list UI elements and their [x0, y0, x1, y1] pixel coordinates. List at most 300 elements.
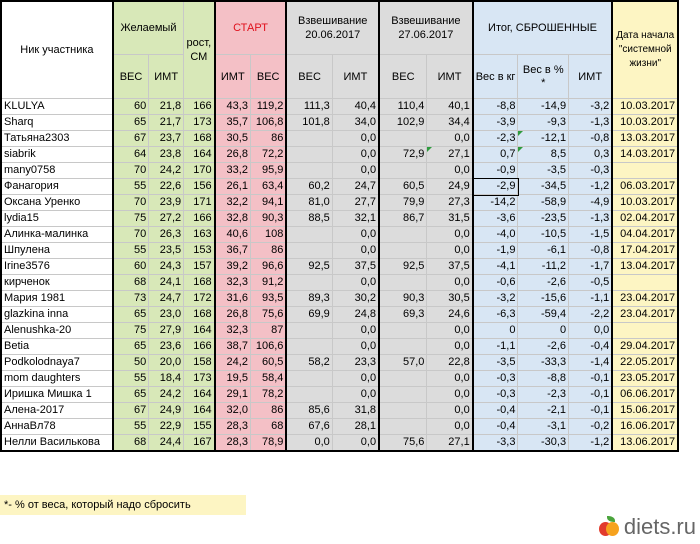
cell-result-kg[interactable]: -8,8: [473, 99, 518, 115]
cell-start-weight[interactable]: 91,2: [250, 275, 286, 291]
cell-start-bmi[interactable]: 38,7: [215, 339, 251, 355]
sub-weigh2-bmi[interactable]: ИМТ: [427, 55, 473, 99]
cell-weigh1-bmi[interactable]: 31,8: [332, 403, 379, 419]
cell-weigh1-bmi[interactable]: 28,1: [332, 419, 379, 435]
cell-desired-bmi[interactable]: 24,3: [149, 259, 184, 275]
cell-weigh2-weight[interactable]: 79,9: [379, 195, 427, 211]
cell-weigh2-weight[interactable]: [379, 419, 427, 435]
cell-weigh2-bmi[interactable]: 0,0: [427, 387, 473, 403]
cell-desired-bmi[interactable]: 27,9: [149, 323, 184, 339]
cell-weigh2-weight[interactable]: [379, 339, 427, 355]
cell-weigh1-bmi[interactable]: 0,0: [332, 243, 379, 259]
header-height[interactable]: рост, СМ: [184, 1, 215, 99]
cell-result-pct[interactable]: -3,5: [518, 163, 569, 179]
cell-name[interactable]: Irine3576: [1, 259, 113, 275]
cell-desired-bmi[interactable]: 18,4: [149, 371, 184, 387]
cell-weigh1-weight[interactable]: [286, 371, 332, 387]
cell-desired-bmi[interactable]: 21,7: [149, 115, 184, 131]
cell-start-bmi[interactable]: 19,5: [215, 371, 251, 387]
cell-height[interactable]: 173: [184, 115, 215, 131]
cell-start-weight[interactable]: 106,6: [250, 339, 286, 355]
cell-result-bmi[interactable]: -1,1: [569, 291, 613, 307]
cell-result-kg[interactable]: -3,2: [473, 291, 518, 307]
cell-desired-weight[interactable]: 68: [113, 275, 149, 291]
cell-weigh1-bmi[interactable]: 0,0: [332, 147, 379, 163]
cell-result-kg[interactable]: -1,9: [473, 243, 518, 259]
cell-desired-bmi[interactable]: 27,2: [149, 211, 184, 227]
cell-start-weight[interactable]: 72,2: [250, 147, 286, 163]
cell-desired-bmi[interactable]: 24,9: [149, 403, 184, 419]
cell-start-bmi[interactable]: 36,7: [215, 243, 251, 259]
cell-start-bmi[interactable]: 28,3: [215, 419, 251, 435]
cell-result-bmi[interactable]: -1,4: [569, 355, 613, 371]
cell-weigh2-bmi[interactable]: 0,0: [427, 371, 473, 387]
cell-result-pct[interactable]: -14,9: [518, 99, 569, 115]
cell-result-kg[interactable]: -0,4: [473, 419, 518, 435]
sub-weigh2-weight[interactable]: ВЕС: [379, 55, 427, 99]
cell-start-weight[interactable]: 95,9: [250, 163, 286, 179]
cell-weigh2-weight[interactable]: [379, 403, 427, 419]
cell-result-pct[interactable]: -9,3: [518, 115, 569, 131]
cell-start-date[interactable]: 29.04.2017: [612, 339, 678, 355]
cell-weigh1-bmi[interactable]: 32,1: [332, 211, 379, 227]
cell-weigh2-bmi[interactable]: 24,6: [427, 307, 473, 323]
cell-result-kg[interactable]: -0,3: [473, 387, 518, 403]
cell-result-pct[interactable]: 0: [518, 323, 569, 339]
cell-result-kg[interactable]: -3,3: [473, 435, 518, 452]
cell-start-date[interactable]: 16.06.2017: [612, 419, 678, 435]
cell-weigh2-bmi[interactable]: 37,5: [427, 259, 473, 275]
cell-weigh2-weight[interactable]: [379, 227, 427, 243]
cell-weigh1-bmi[interactable]: 0,0: [332, 371, 379, 387]
cell-result-kg[interactable]: -0,6: [473, 275, 518, 291]
cell-start-weight[interactable]: 108: [250, 227, 286, 243]
cell-result-pct[interactable]: -2,6: [518, 275, 569, 291]
cell-weigh1-weight[interactable]: 58,2: [286, 355, 332, 371]
cell-start-date[interactable]: 02.04.2017: [612, 211, 678, 227]
cell-desired-weight[interactable]: 55: [113, 419, 149, 435]
cell-desired-weight[interactable]: 55: [113, 179, 149, 195]
cell-height[interactable]: 164: [184, 323, 215, 339]
cell-result-bmi[interactable]: -0,2: [569, 419, 613, 435]
cell-start-date[interactable]: 13.06.2017: [612, 435, 678, 452]
cell-result-pct[interactable]: -12,1: [518, 131, 569, 147]
cell-start-weight[interactable]: 96,6: [250, 259, 286, 275]
cell-result-bmi[interactable]: -1,2: [569, 435, 613, 452]
cell-height[interactable]: 158: [184, 355, 215, 371]
cell-height[interactable]: 156: [184, 179, 215, 195]
cell-height[interactable]: 170: [184, 163, 215, 179]
cell-name[interactable]: Фанагория: [1, 179, 113, 195]
cell-weigh2-weight[interactable]: 72,9: [379, 147, 427, 163]
cell-start-bmi[interactable]: 32,3: [215, 323, 251, 339]
cell-desired-weight[interactable]: 75: [113, 211, 149, 227]
cell-desired-bmi[interactable]: 23,9: [149, 195, 184, 211]
cell-result-pct[interactable]: -3,1: [518, 419, 569, 435]
cell-desired-weight[interactable]: 75: [113, 323, 149, 339]
cell-result-pct[interactable]: -6,1: [518, 243, 569, 259]
cell-start-date[interactable]: 15.06.2017: [612, 403, 678, 419]
cell-desired-weight[interactable]: 73: [113, 291, 149, 307]
cell-height[interactable]: 166: [184, 99, 215, 115]
cell-desired-bmi[interactable]: 20,0: [149, 355, 184, 371]
cell-height[interactable]: 166: [184, 339, 215, 355]
cell-start-weight[interactable]: 86: [250, 243, 286, 259]
cell-weigh1-bmi[interactable]: 24,8: [332, 307, 379, 323]
cell-weigh1-bmi[interactable]: 0,0: [332, 275, 379, 291]
cell-start-date[interactable]: 13.03.2017: [612, 131, 678, 147]
cell-height[interactable]: 163: [184, 227, 215, 243]
cell-weigh2-bmi[interactable]: 27,1: [427, 147, 473, 163]
sub-result-kg[interactable]: Вес в кг: [473, 55, 518, 99]
cell-start-date[interactable]: [612, 163, 678, 179]
cell-result-pct[interactable]: -11,2: [518, 259, 569, 275]
cell-weigh1-weight[interactable]: 111,3: [286, 99, 332, 115]
cell-name[interactable]: Оксана Уренко: [1, 195, 113, 211]
cell-result-bmi[interactable]: -0,1: [569, 403, 613, 419]
cell-start-date[interactable]: 23.04.2017: [612, 307, 678, 323]
cell-name[interactable]: Мария 1981: [1, 291, 113, 307]
cell-desired-bmi[interactable]: 21,8: [149, 99, 184, 115]
cell-start-bmi[interactable]: 31,6: [215, 291, 251, 307]
cell-start-bmi[interactable]: 26,8: [215, 307, 251, 323]
cell-result-pct[interactable]: -23,5: [518, 211, 569, 227]
cell-name[interactable]: lydia15: [1, 211, 113, 227]
cell-start-weight[interactable]: 106,8: [250, 115, 286, 131]
cell-result-kg[interactable]: -0,4: [473, 403, 518, 419]
cell-name[interactable]: many0758: [1, 163, 113, 179]
cell-result-pct[interactable]: -8,8: [518, 371, 569, 387]
cell-start-date[interactable]: 10.03.2017: [612, 99, 678, 115]
cell-desired-weight[interactable]: 65: [113, 387, 149, 403]
cell-start-weight[interactable]: 63,4: [250, 179, 286, 195]
cell-weigh1-bmi[interactable]: 0,0: [332, 163, 379, 179]
cell-weigh1-weight[interactable]: [286, 387, 332, 403]
cell-desired-weight[interactable]: 70: [113, 227, 149, 243]
cell-result-kg[interactable]: -0,9: [473, 163, 518, 179]
cell-weigh1-bmi[interactable]: 30,2: [332, 291, 379, 307]
sub-start-weight[interactable]: ВЕС: [250, 55, 286, 99]
cell-height[interactable]: 167: [184, 435, 215, 452]
cell-desired-weight[interactable]: 68: [113, 435, 149, 452]
cell-weigh2-weight[interactable]: [379, 323, 427, 339]
cell-weigh1-bmi[interactable]: 0,0: [332, 227, 379, 243]
header-result[interactable]: Итог, СБРОШЕННЫЕ: [473, 1, 613, 55]
cell-result-pct[interactable]: -34,5: [518, 179, 569, 195]
cell-name[interactable]: KLULYA: [1, 99, 113, 115]
cell-result-kg[interactable]: -2,3: [473, 131, 518, 147]
sub-weigh1-bmi[interactable]: ИМТ: [332, 55, 379, 99]
cell-result-pct[interactable]: -2,1: [518, 403, 569, 419]
cell-result-kg[interactable]: -3,9: [473, 115, 518, 131]
cell-weigh2-bmi[interactable]: 24,9: [427, 179, 473, 195]
cell-result-bmi[interactable]: -4,9: [569, 195, 613, 211]
cell-result-bmi[interactable]: -2,2: [569, 307, 613, 323]
cell-weigh1-bmi[interactable]: 27,7: [332, 195, 379, 211]
cell-desired-bmi[interactable]: 23,0: [149, 307, 184, 323]
cell-weigh2-weight[interactable]: 92,5: [379, 259, 427, 275]
cell-name[interactable]: glazkina inna: [1, 307, 113, 323]
cell-desired-weight[interactable]: 65: [113, 115, 149, 131]
cell-start-weight[interactable]: 86: [250, 403, 286, 419]
cell-desired-weight[interactable]: 50: [113, 355, 149, 371]
cell-start-date[interactable]: [612, 323, 678, 339]
cell-desired-bmi[interactable]: 24,4: [149, 435, 184, 452]
cell-start-weight[interactable]: 94,1: [250, 195, 286, 211]
cell-weigh2-weight[interactable]: 110,4: [379, 99, 427, 115]
cell-result-pct[interactable]: -10,5: [518, 227, 569, 243]
cell-start-bmi[interactable]: 33,2: [215, 163, 251, 179]
cell-start-bmi[interactable]: 29,1: [215, 387, 251, 403]
cell-weigh2-weight[interactable]: [379, 131, 427, 147]
header-nick[interactable]: Ник участника: [1, 1, 113, 99]
cell-result-pct[interactable]: -2,3: [518, 387, 569, 403]
cell-result-bmi[interactable]: -0,3: [569, 163, 613, 179]
cell-height[interactable]: 173: [184, 371, 215, 387]
cell-result-kg[interactable]: -4,0: [473, 227, 518, 243]
cell-desired-bmi[interactable]: 23,8: [149, 147, 184, 163]
cell-result-kg[interactable]: -1,1: [473, 339, 518, 355]
cell-weigh1-weight[interactable]: 101,8: [286, 115, 332, 131]
cell-start-weight[interactable]: 68: [250, 419, 286, 435]
cell-name[interactable]: Podkolodnaya7: [1, 355, 113, 371]
cell-name[interactable]: кирченок: [1, 275, 113, 291]
cell-desired-bmi[interactable]: 24,2: [149, 163, 184, 179]
cell-weigh2-bmi[interactable]: 27,3: [427, 195, 473, 211]
cell-desired-bmi[interactable]: 22,6: [149, 179, 184, 195]
cell-result-pct[interactable]: -33,3: [518, 355, 569, 371]
cell-result-bmi[interactable]: -1,5: [569, 227, 613, 243]
cell-weigh2-weight[interactable]: [379, 275, 427, 291]
cell-desired-bmi[interactable]: 23,7: [149, 131, 184, 147]
cell-result-pct[interactable]: -30,3: [518, 435, 569, 452]
cell-name[interactable]: АннаВл78: [1, 419, 113, 435]
cell-result-kg[interactable]: 0: [473, 323, 518, 339]
cell-start-date[interactable]: 10.03.2017: [612, 195, 678, 211]
header-desired[interactable]: Желаемый: [113, 1, 184, 55]
cell-name[interactable]: Sharq: [1, 115, 113, 131]
cell-weigh2-weight[interactable]: 102,9: [379, 115, 427, 131]
cell-start-bmi[interactable]: 40,6: [215, 227, 251, 243]
cell-weigh2-bmi[interactable]: 30,5: [427, 291, 473, 307]
cell-start-bmi[interactable]: 26,1: [215, 179, 251, 195]
cell-result-bmi[interactable]: -1,7: [569, 259, 613, 275]
cell-start-date[interactable]: 10.03.2017: [612, 115, 678, 131]
cell-start-weight[interactable]: 58,4: [250, 371, 286, 387]
header-weigh-1[interactable]: Взвешивание 20.06.2017: [286, 1, 379, 55]
cell-height[interactable]: 164: [184, 403, 215, 419]
cell-result-kg[interactable]: -0,3: [473, 371, 518, 387]
cell-weigh2-weight[interactable]: 57,0: [379, 355, 427, 371]
cell-weigh2-weight[interactable]: [379, 243, 427, 259]
header-date[interactable]: Дата начала "системной жизни": [612, 1, 678, 99]
cell-height[interactable]: 164: [184, 147, 215, 163]
cell-result-bmi[interactable]: -1,3: [569, 115, 613, 131]
cell-weigh1-weight[interactable]: [286, 243, 332, 259]
cell-height[interactable]: 157: [184, 259, 215, 275]
footnote[interactable]: *- % от веса, который надо сбросить: [0, 495, 246, 515]
cell-weigh2-weight[interactable]: 90,3: [379, 291, 427, 307]
cell-weigh2-weight[interactable]: 60,5: [379, 179, 427, 195]
cell-weigh1-weight[interactable]: [286, 163, 332, 179]
cell-height[interactable]: 168: [184, 275, 215, 291]
cell-weigh1-bmi[interactable]: 24,7: [332, 179, 379, 195]
cell-weigh2-bmi[interactable]: 34,4: [427, 115, 473, 131]
cell-start-weight[interactable]: 75,6: [250, 307, 286, 323]
cell-desired-weight[interactable]: 67: [113, 131, 149, 147]
cell-weigh2-bmi[interactable]: 0,0: [427, 419, 473, 435]
site-logo[interactable]: [598, 514, 696, 540]
cell-desired-weight[interactable]: 70: [113, 195, 149, 211]
cell-start-weight[interactable]: 60,5: [250, 355, 286, 371]
cell-result-pct[interactable]: 8,5: [518, 147, 569, 163]
cell-name[interactable]: siabrik: [1, 147, 113, 163]
cell-desired-weight[interactable]: 65: [113, 307, 149, 323]
cell-result-bmi[interactable]: 0,3: [569, 147, 613, 163]
cell-start-weight[interactable]: 119,2: [250, 99, 286, 115]
cell-result-bmi[interactable]: -1,2: [569, 179, 613, 195]
cell-name[interactable]: Алинка-малинка: [1, 227, 113, 243]
cell-weigh1-weight[interactable]: 81,0: [286, 195, 332, 211]
cell-result-bmi[interactable]: -0,5: [569, 275, 613, 291]
cell-start-bmi[interactable]: 35,7: [215, 115, 251, 131]
cell-result-bmi[interactable]: 0,0: [569, 323, 613, 339]
cell-weigh2-weight[interactable]: [379, 371, 427, 387]
cell-start-date[interactable]: 23.05.2017: [612, 371, 678, 387]
cell-desired-weight[interactable]: 60: [113, 99, 149, 115]
cell-weigh2-bmi[interactable]: 0,0: [427, 163, 473, 179]
cell-height[interactable]: 164: [184, 387, 215, 403]
cell-weigh1-weight[interactable]: 69,9: [286, 307, 332, 323]
cell-result-kg[interactable]: 0,7: [473, 147, 518, 163]
cell-weigh2-bmi[interactable]: 0,0: [427, 403, 473, 419]
cell-name[interactable]: Alenushka-20: [1, 323, 113, 339]
cell-weigh2-bmi[interactable]: 22,8: [427, 355, 473, 371]
cell-result-pct[interactable]: -58,9: [518, 195, 569, 211]
cell-weigh2-weight[interactable]: 86,7: [379, 211, 427, 227]
cell-height[interactable]: 168: [184, 131, 215, 147]
cell-start-bmi[interactable]: 28,3: [215, 435, 251, 452]
cell-height[interactable]: 172: [184, 291, 215, 307]
cell-result-kg[interactable]: -4,1: [473, 259, 518, 275]
cell-weigh2-bmi[interactable]: 0,0: [427, 275, 473, 291]
cell-weigh1-weight[interactable]: 89,3: [286, 291, 332, 307]
cell-result-bmi[interactable]: -0,4: [569, 339, 613, 355]
cell-weigh1-bmi[interactable]: 40,4: [332, 99, 379, 115]
cell-result-kg[interactable]: -3,5: [473, 355, 518, 371]
cell-desired-weight[interactable]: 64: [113, 147, 149, 163]
cell-height[interactable]: 171: [184, 195, 215, 211]
cell-desired-weight[interactable]: 67: [113, 403, 149, 419]
cell-weigh1-bmi[interactable]: 0,0: [332, 323, 379, 339]
cell-desired-weight[interactable]: 55: [113, 371, 149, 387]
cell-start-bmi[interactable]: 43,3: [215, 99, 251, 115]
cell-weigh2-bmi[interactable]: 0,0: [427, 227, 473, 243]
cell-start-bmi[interactable]: 32,3: [215, 275, 251, 291]
cell-weigh1-weight[interactable]: 88,5: [286, 211, 332, 227]
cell-start-date[interactable]: 06.03.2017: [612, 179, 678, 195]
sub-desired-bmi[interactable]: ИМТ: [149, 55, 184, 99]
cell-weigh2-weight[interactable]: 69,3: [379, 307, 427, 323]
sub-desired-weight[interactable]: ВЕС: [113, 55, 149, 99]
cell-height[interactable]: 153: [184, 243, 215, 259]
cell-result-bmi[interactable]: -0,8: [569, 131, 613, 147]
cell-weigh1-weight[interactable]: [286, 147, 332, 163]
cell-weigh2-bmi[interactable]: 40,1: [427, 99, 473, 115]
cell-start-bmi[interactable]: 32,0: [215, 403, 251, 419]
cell-weigh1-bmi[interactable]: 0,0: [332, 339, 379, 355]
cell-start-date[interactable]: 04.04.2017: [612, 227, 678, 243]
cell-weigh1-bmi[interactable]: 37,5: [332, 259, 379, 275]
cell-start-date[interactable]: 23.04.2017: [612, 291, 678, 307]
cell-result-bmi[interactable]: -1,3: [569, 211, 613, 227]
cell-weigh2-weight[interactable]: 75,6: [379, 435, 427, 452]
cell-desired-bmi[interactable]: 23,5: [149, 243, 184, 259]
cell-start-bmi[interactable]: 32,2: [215, 195, 251, 211]
cell-start-weight[interactable]: 86: [250, 131, 286, 147]
cell-result-pct[interactable]: -59,4: [518, 307, 569, 323]
cell-height[interactable]: 155: [184, 419, 215, 435]
cell-start-date[interactable]: [612, 275, 678, 291]
cell-height[interactable]: 168: [184, 307, 215, 323]
cell-weigh1-weight[interactable]: [286, 227, 332, 243]
cell-start-bmi[interactable]: 26,8: [215, 147, 251, 163]
header-weigh-2[interactable]: Взвешивание 27.06.2017: [379, 1, 473, 55]
cell-weigh1-bmi[interactable]: 23,3: [332, 355, 379, 371]
cell-weigh2-bmi[interactable]: 0,0: [427, 131, 473, 147]
cell-result-kg[interactable]: -3,6: [473, 211, 518, 227]
cell-result-pct[interactable]: -15,6: [518, 291, 569, 307]
cell-result-kg[interactable]: -14,2: [473, 195, 518, 211]
cell-weigh1-weight[interactable]: 85,6: [286, 403, 332, 419]
cell-start-weight[interactable]: 87: [250, 323, 286, 339]
cell-name[interactable]: Алена-2017: [1, 403, 113, 419]
cell-weigh1-weight[interactable]: [286, 323, 332, 339]
cell-height[interactable]: 166: [184, 211, 215, 227]
cell-weigh1-weight[interactable]: [286, 339, 332, 355]
cell-desired-weight[interactable]: 55: [113, 243, 149, 259]
cell-start-weight[interactable]: 90,3: [250, 211, 286, 227]
cell-weigh1-weight[interactable]: 60,2: [286, 179, 332, 195]
cell-name[interactable]: mom daughters: [1, 371, 113, 387]
cell-result-pct[interactable]: -2,6: [518, 339, 569, 355]
cell-desired-bmi[interactable]: 22,9: [149, 419, 184, 435]
cell-name[interactable]: Шпулена: [1, 243, 113, 259]
cell-name[interactable]: Betia: [1, 339, 113, 355]
cell-result-kg[interactable]: -2,9: [473, 179, 518, 195]
cell-desired-bmi[interactable]: 24,1: [149, 275, 184, 291]
cell-desired-bmi[interactable]: 23,6: [149, 339, 184, 355]
cell-result-bmi[interactable]: -0,1: [569, 371, 613, 387]
cell-start-date[interactable]: 06.06.2017: [612, 387, 678, 403]
cell-result-bmi[interactable]: -3,2: [569, 99, 613, 115]
header-start[interactable]: СТАРТ: [215, 1, 287, 55]
cell-desired-weight[interactable]: 65: [113, 339, 149, 355]
cell-desired-weight[interactable]: 60: [113, 259, 149, 275]
cell-result-kg[interactable]: -6,3: [473, 307, 518, 323]
cell-weigh1-weight[interactable]: 0,0: [286, 435, 332, 452]
cell-weigh2-bmi[interactable]: 27,1: [427, 435, 473, 452]
cell-desired-bmi[interactable]: 24,7: [149, 291, 184, 307]
cell-result-bmi[interactable]: -0,1: [569, 387, 613, 403]
cell-weigh2-weight[interactable]: [379, 163, 427, 179]
sub-result-pct[interactable]: Вес в % *: [518, 55, 569, 99]
cell-start-bmi[interactable]: 30,5: [215, 131, 251, 147]
cell-weigh1-bmi[interactable]: 0,0: [332, 387, 379, 403]
cell-start-weight[interactable]: 78,2: [250, 387, 286, 403]
cell-name[interactable]: Иришка Мишка 1: [1, 387, 113, 403]
cell-weigh1-weight[interactable]: 92,5: [286, 259, 332, 275]
